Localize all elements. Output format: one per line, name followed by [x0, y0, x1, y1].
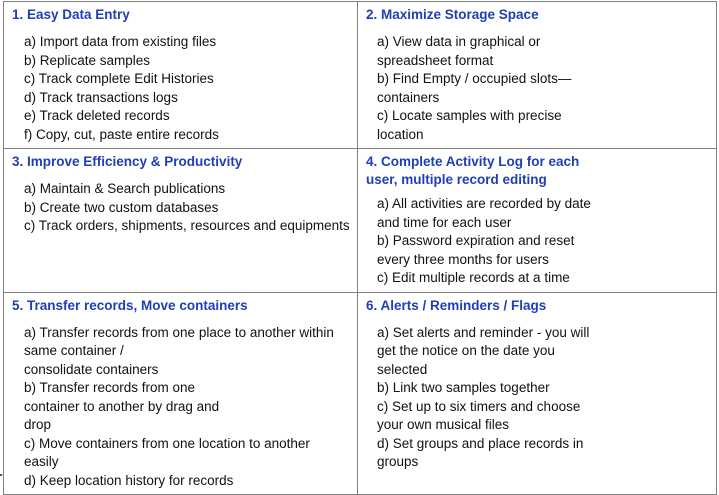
list-item: d) Keep location history for records: [24, 472, 234, 488]
feature-cell-activity-log: [358, 149, 717, 293]
list-item: a) All activities are recorded by date and time for each user: [377, 196, 591, 230]
cell-title: 3. Improve Efficiency & Productivity: [12, 154, 243, 169]
list-item: b) Replicate samples: [24, 52, 151, 68]
cell-title: 5. Transfer records, Move containers: [12, 297, 248, 313]
list-item: b) Password expiration and reset every three months for users: [377, 233, 575, 267]
feature-cell-efficiency: [4, 149, 358, 293]
feature-cell-transfer-records: [4, 292, 358, 495]
list-item: b) Find Empty / occupied slots— containers: [377, 71, 572, 105]
corner-mark: [0, 474, 2, 476]
list-item: a) Transfer records from one place to another within same container / consolidate containers: [24, 324, 334, 377]
feature-list: [12, 33, 351, 144]
cell-title: 1. Easy Data Entry: [12, 7, 130, 22]
feature-list: [366, 33, 710, 144]
list-item: b) Transfer records from one container to another by drag and drop: [24, 380, 220, 432]
list-item: c) Set up to six timers and choose your own musical files: [377, 398, 581, 432]
feature-cell-alerts: [358, 292, 717, 495]
grid-row: [4, 292, 717, 495]
list-item: a) Maintain & Search publications: [24, 181, 226, 196]
list-item: c) Track orders, shipments, resources and equipments: [24, 218, 350, 233]
feature-cell-maximize-storage: [358, 2, 717, 149]
grid-row: [4, 149, 717, 293]
feature-list: [366, 324, 710, 472]
list-item: d) Set groups and place records in groups: [377, 435, 584, 469]
list-item: d) Track transactions logs: [24, 89, 178, 105]
list-item: c) Move containers from one location to another easily: [24, 435, 310, 469]
feature-cell-easy-data-entry: [4, 2, 358, 149]
list-item: c) Locate samples with precise location: [377, 108, 562, 142]
list-item: a) Import data from existing files: [24, 34, 217, 49]
cell-title: 4. Complete Activity Log for each user, multiple record editing: [366, 154, 580, 187]
grid-row: [4, 2, 717, 149]
list-item: a) View data in graphical or spreadsheet format: [377, 34, 541, 68]
feature-list: [366, 195, 710, 288]
list-item: c) Edit multiple records at a time: [377, 270, 570, 285]
feature-list: [12, 180, 351, 236]
list-item: b) Create two custom databases: [24, 199, 219, 215]
list-item: a) Set alerts and reminder - you will get the notice on the date you selected: [377, 324, 590, 377]
list-item: e) Track deleted records: [24, 108, 170, 123]
list-item: f) Copy, cut, paste entire records: [24, 126, 219, 142]
feature-grid: [3, 1, 717, 495]
cell-title: 2. Maximize Storage Space: [366, 7, 539, 22]
cell-title: 6. Alerts / Reminders / Flags: [366, 297, 547, 313]
feature-list: [12, 324, 351, 491]
list-item: c) Track complete Edit Histories: [24, 71, 214, 86]
list-item: b) Link two samples together: [377, 380, 550, 395]
